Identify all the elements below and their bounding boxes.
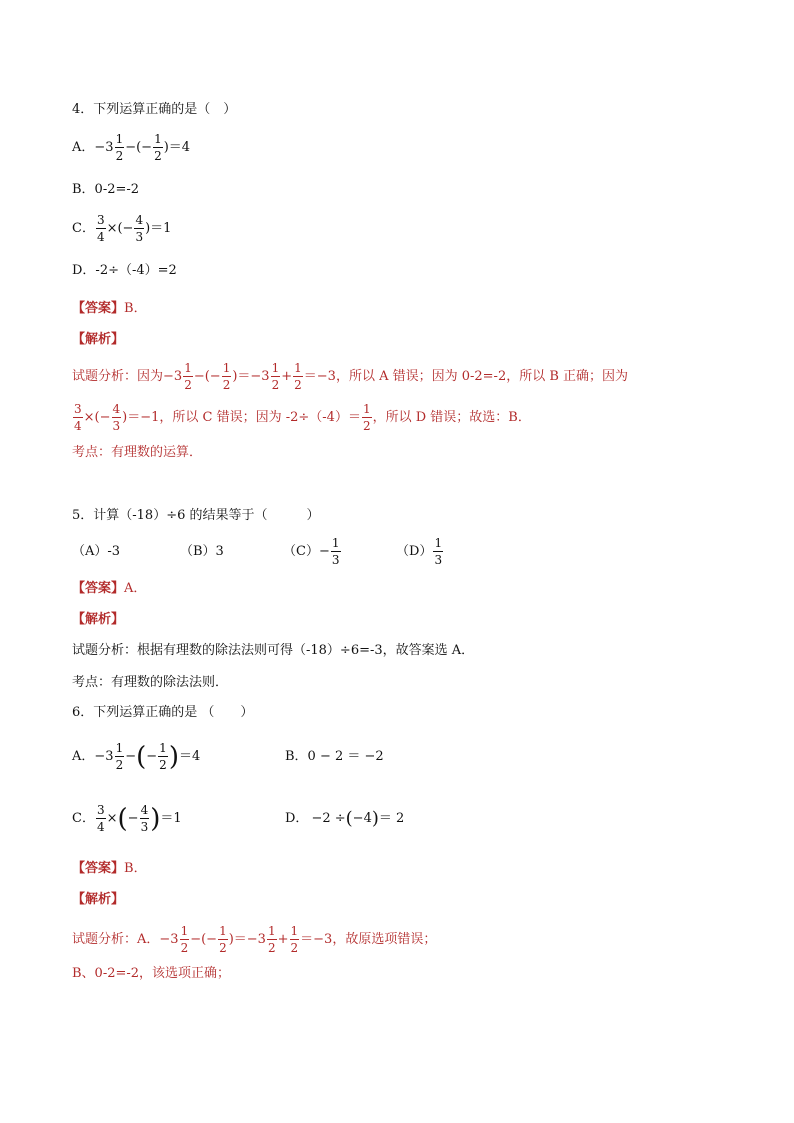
left-paren: ( <box>345 807 353 829</box>
q6-analysis-heading: 【解析】 <box>72 892 125 907</box>
q5-answer: 【答案】 A． <box>72 581 147 596</box>
q6-option-b: B．0 − 2 ＝ −2 <box>285 749 384 764</box>
fraction: $\frac{1}{2}$ <box>362 402 371 433</box>
q4-option-d: D．-2÷（-4）=2 <box>72 263 177 278</box>
q5-option-b: （B）3 <box>180 544 224 559</box>
q4-kaodian: 考点：有理数的运算． <box>72 445 203 460</box>
fraction: $\frac{1}{2}$ <box>159 741 167 772</box>
q5-option-c: （C） − $\frac{1}{3}$ <box>283 536 340 567</box>
q6-analysis-line-2: B、0-2=-2，该选项正确； <box>72 966 231 981</box>
q6-option-c: C． $\frac{3}{4}$ × ( − $\frac{4}{3}$ ) ＝1 <box>72 803 182 834</box>
fraction: $\frac{1}{2}$ <box>290 924 299 955</box>
left-paren: ( <box>136 741 147 772</box>
right-paren: ) <box>371 807 379 829</box>
fraction: $\frac{1}{2}$ <box>271 361 280 392</box>
q4-analysis-line-2: $\frac{3}{4}$ ×(− $\frac{4}{3}$ )＝−1 ，所以 C 错误；因为 -2÷（-4）＝ $\frac{1}{2}$ ，所以 D 错误；故选：B． <box>74 402 531 433</box>
fraction: $\frac{3}{4}$ <box>74 402 82 433</box>
q5-options <box>72 537 734 566</box>
fraction: $\frac{4}{3}$ <box>140 803 149 834</box>
q4-answer: 【答案】 B． <box>72 301 147 316</box>
q6-answer: 【答案】 B． <box>72 861 147 876</box>
fraction: $\frac{1}{2}$ <box>222 361 231 392</box>
right-paren: ) <box>150 803 161 834</box>
q6-stem: 6．下列运算正确的是 （ ） <box>72 705 254 720</box>
fraction: $\frac{1}{2}$ <box>115 132 124 163</box>
q6-option-d: D． −2 ÷ ( −4 ) ＝ 2 <box>285 807 405 829</box>
q5-analysis-heading: 【解析】 <box>72 612 125 627</box>
q4-option-b: B．0-2=-2 <box>72 182 140 197</box>
q5-analysis: 试题分析：根据有理数的除法法则可得（-18）÷6=-3，故答案选 A． <box>72 643 475 658</box>
fraction: $\frac{1}{2}$ <box>115 741 124 772</box>
fraction: $\frac{4}{3}$ <box>112 402 121 433</box>
fraction: $\frac{1}{2}$ <box>184 361 192 392</box>
q5-stem: 5．计算（-18）÷6 的结果等于（ ） <box>72 508 320 523</box>
q6-option-a: A． −3 $\frac{1}{2}$ − ( − $\frac{1}{2}$ ) ＝4 <box>72 741 201 772</box>
q4-option-c: C． $\frac{3}{4}$ ×(− $\frac{4}{3}$ )＝1 <box>72 213 172 244</box>
q6-row-cd <box>72 804 734 833</box>
q4-analysis-line-1: 试题分析：因为 −3 $\frac{1}{2}$ −(− $\frac{1}{2}$ )＝−3 $\frac{1}{2}$ + $\frac{1}{2}$ ＝−3 ，所以 A 错误；因为 0-2=-2，所以 B 正确；因为 <box>72 361 629 392</box>
fraction: $\frac{1}{3}$ <box>434 536 443 567</box>
fraction: $\frac{1}{2}$ <box>267 924 276 955</box>
q5-option-d: （D） $\frac{1}{3}$ <box>396 536 443 567</box>
fraction: $\frac{1}{2}$ <box>180 924 189 955</box>
q6-row-ab <box>72 742 734 771</box>
q4-option-a: A． −3 $\frac{1}{2}$ −(− $\frac{1}{2}$ )＝4 <box>72 132 191 163</box>
q4-analysis-heading: 【解析】 <box>72 332 125 347</box>
fraction: $\frac{3}{4}$ <box>96 803 105 834</box>
q6-analysis-line-1: 试题分析：A． −3 $\frac{1}{2}$ −(− $\frac{1}{2}$ )＝−3 $\frac{1}{2}$ + $\frac{1}{2}$ ＝−3 ，故原选项错误； <box>72 924 437 955</box>
fraction: $\frac{3}{4}$ <box>96 213 105 244</box>
q5-kaodian: 考点：有理数的除法法则． <box>72 675 229 690</box>
fraction: $\frac{1}{2}$ <box>154 132 162 163</box>
right-paren: ) <box>168 741 179 772</box>
fraction: $\frac{1}{3}$ <box>331 536 340 567</box>
fraction: $\frac{1}{2}$ <box>294 361 302 392</box>
left-paren: ( <box>117 803 128 834</box>
fraction: $\frac{4}{3}$ <box>135 213 144 244</box>
fraction: $\frac{1}{2}$ <box>219 924 227 955</box>
q4-stem: 4．下列运算正确的是（ ） <box>72 102 237 117</box>
q5-option-a: （A）-3 <box>72 544 121 559</box>
